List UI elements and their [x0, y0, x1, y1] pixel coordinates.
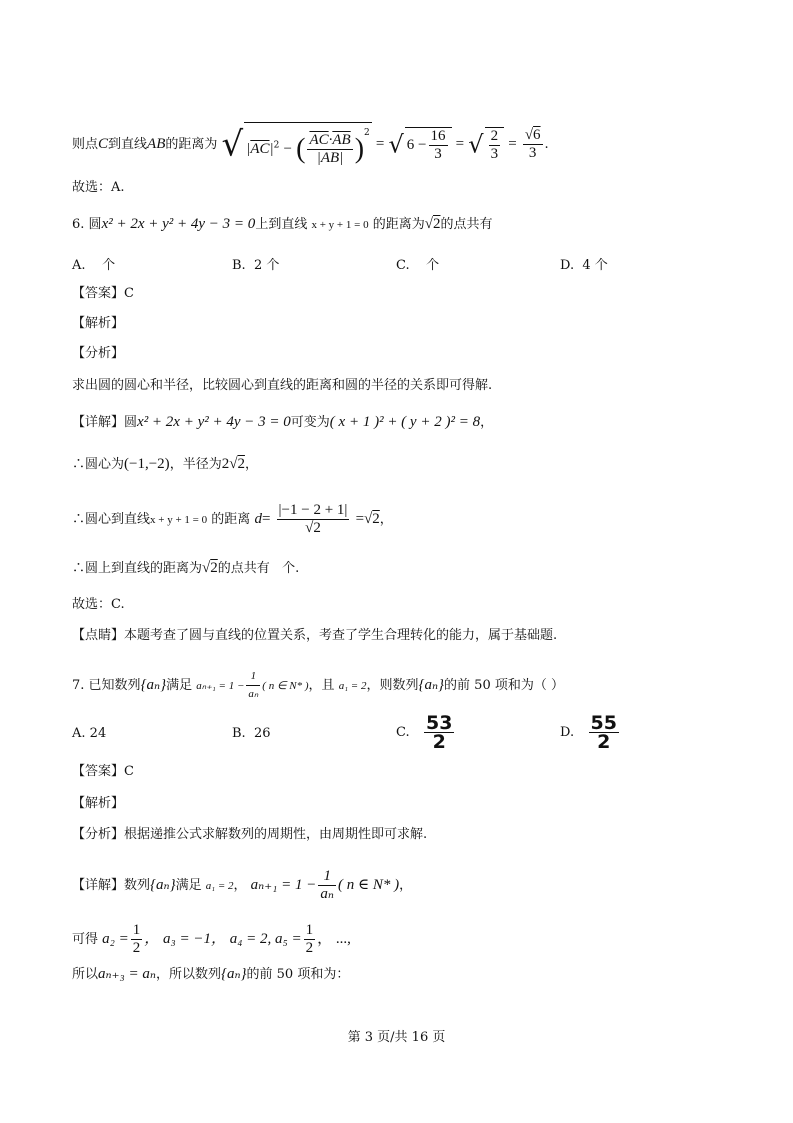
text: 到直线	[108, 137, 148, 152]
fraction-num: |−1 − 2 + 1|	[278, 502, 348, 518]
q7-option-a[interactable]	[72, 726, 106, 741]
option-text: 个	[102, 258, 116, 273]
text: ，	[480, 415, 494, 430]
fenxi-text: 根据递推公式求解数列的周期性，由周期性即可求解.	[124, 827, 428, 842]
fraction-num: 1	[305, 922, 314, 938]
vector-ab: $\overline{AB}$	[332, 132, 351, 148]
equals: =	[261, 511, 271, 527]
text: 可得	[72, 932, 99, 947]
fraction-num: 16	[430, 127, 446, 144]
equals: =	[508, 136, 517, 152]
option-label: C.	[396, 258, 410, 273]
center-value: (−1,−2)	[124, 456, 170, 472]
question-number: 7.	[72, 678, 85, 693]
option-label: C.	[396, 725, 410, 740]
circle-equation: x² + 2x + y² + 4y − 3 = 0	[101, 216, 256, 232]
distance-fraction: $\frac{|-1 - 2 + 1|}{√2}$	[278, 502, 348, 536]
fraction-num: 55	[590, 712, 617, 734]
exponent: 2	[273, 140, 280, 151]
paren-open: (	[296, 133, 306, 165]
radicand: 2	[210, 560, 218, 576]
detail-tag: 【详解】	[72, 415, 125, 430]
option-text: 2 个	[253, 258, 280, 273]
root6-over-3: $\frac{√6}{3}$	[524, 127, 541, 161]
option-text: 26	[253, 726, 271, 741]
fraction-den: 3	[528, 145, 537, 161]
equals: =	[355, 511, 365, 527]
text: ，则数列	[366, 678, 419, 693]
option-label: A.	[72, 258, 86, 273]
distance-formula-line	[72, 122, 549, 167]
fraction-num: 1	[318, 868, 336, 886]
sqrt-body	[244, 122, 372, 167]
text: ∴圆上到直线的距离为	[72, 561, 203, 576]
answer-tag: 【答案】	[72, 286, 125, 301]
text: ∴圆心到直线	[72, 512, 151, 527]
q6-center-line	[72, 454, 258, 475]
fraction-den: aₙ	[248, 688, 259, 700]
q7-detail-line	[72, 868, 412, 903]
point-c: C	[98, 136, 109, 152]
q6-count-line	[72, 558, 299, 579]
q6-answer	[72, 284, 134, 304]
fraction-den: 2	[597, 731, 611, 753]
sqrt-body	[485, 127, 505, 163]
page-footer: 第 3 页/共 16 页	[347, 1030, 446, 1045]
q7-period-line	[72, 964, 349, 985]
q6-option-d[interactable]	[560, 254, 608, 273]
comment-text: 本题考查了圆与直线的位置关系，考查了学生合理转化的能力，属于基础题.	[124, 628, 558, 643]
text: 则点	[72, 137, 99, 152]
text: ，	[233, 878, 247, 893]
option-label: B.	[232, 258, 246, 273]
recurrence-fraction	[246, 668, 260, 703]
text: 的距离为	[165, 137, 218, 152]
q7-option-d[interactable]	[560, 714, 621, 751]
abs-ac: $|\overline{AC}|$	[246, 141, 274, 157]
sqrt-symbol: √	[388, 130, 404, 159]
text: 上到直线	[255, 217, 308, 232]
q6-fenxi-text: 求出圆的圆心和半径，比较圆心到直线的距离和圆的半径的关系即可得解.	[72, 378, 493, 393]
answer-value: C	[124, 286, 134, 301]
initial-value: a₁ = 2	[205, 880, 234, 892]
projection-fraction: $\frac{\overline{AC}\cdot\overline{AB}}{|\overline{AB}|}$	[309, 132, 351, 166]
text: 圆	[124, 415, 138, 430]
q5-final-answer: 故选：A.	[72, 180, 125, 195]
q7-stem	[72, 668, 564, 703]
text: 个.	[282, 561, 300, 576]
recurrence-condition: ( n ∈ N* )	[337, 877, 400, 893]
q6-fenxi-tag: 【分析】	[72, 346, 125, 361]
q6-analysis-tag: 【解析】	[72, 316, 125, 331]
equals: =	[375, 136, 385, 152]
detail-tag: 【详解】	[72, 878, 125, 893]
fraction-half	[304, 922, 316, 957]
fraction-den: 2	[432, 731, 446, 753]
text: 圆	[88, 217, 102, 232]
exponent: 2	[364, 128, 370, 138]
distance-d: d	[254, 511, 262, 527]
q6-detail-line	[72, 412, 493, 433]
paren-close: )	[354, 133, 365, 165]
radicand: 6	[533, 127, 541, 143]
q6-final-answer: 故选：C.	[72, 597, 125, 612]
fraction-num: 1	[132, 922, 141, 938]
text: ， ...,	[317, 931, 351, 947]
q7-answer	[72, 762, 134, 782]
radius-coefficient: 2	[221, 456, 230, 472]
fraction-den: 3	[434, 145, 442, 162]
radicand: 2	[372, 511, 380, 527]
option-text: 24	[89, 726, 107, 741]
equals: =	[455, 136, 465, 152]
text: 满足	[175, 878, 202, 893]
option-label: D.	[560, 258, 575, 273]
radicand: 2	[237, 456, 245, 472]
radicand: 2	[432, 216, 441, 232]
vector-ac: $\overline{AC}$	[250, 141, 270, 157]
line-equation: x + y + 1 = 0	[150, 514, 208, 526]
fraction-den: 3	[490, 145, 499, 162]
sqrt-symbol: √	[468, 130, 484, 159]
sqrt-2: √2	[202, 560, 218, 576]
period: .	[544, 137, 549, 152]
fraction-den: aₙ	[320, 886, 334, 902]
minus: −	[283, 141, 292, 157]
fraction-num: 53	[426, 712, 453, 734]
option-text: 4 个	[582, 258, 608, 273]
q6-comment	[72, 626, 557, 646]
term-a2: a₂ =	[102, 931, 129, 947]
terms-a3-a5: ， a₃ = −1， a₄ = 2, a₅ =	[144, 931, 302, 947]
sequence: {aₙ}	[418, 677, 445, 693]
text: 的点共有	[217, 561, 270, 576]
q7-terms-line	[72, 922, 351, 957]
q6-option-c[interactable]	[396, 254, 439, 273]
q6-stem	[72, 214, 493, 235]
q6-option-b[interactable]	[232, 254, 279, 273]
option-label: D.	[560, 725, 575, 740]
text: ，半径为	[169, 457, 222, 472]
vector-ab: $\overline{AB}$	[320, 150, 340, 166]
answer-tag: 【答案】	[72, 764, 125, 779]
q6-distance-line	[72, 502, 393, 537]
recurrence-lhs: aₙ₊₁ = 1 −	[250, 877, 317, 893]
fraction-half	[131, 922, 143, 957]
text: ，所以数列	[155, 967, 221, 982]
radicand: 2	[313, 520, 321, 536]
text: ∴圆心为	[72, 457, 125, 472]
recurrence-condition: ( n ∈ N* )	[262, 680, 309, 692]
option-text: 个	[426, 258, 440, 273]
fraction-den: 2	[305, 940, 314, 956]
text: 的距离	[211, 512, 251, 527]
fenxi-tag: 【分析】	[72, 827, 125, 842]
text: 所以	[72, 967, 99, 982]
q7-option-c[interactable]	[396, 714, 456, 751]
sequence: {aₙ}	[220, 966, 247, 982]
sequence: {aₙ}	[150, 877, 176, 893]
standard-form-equation: ( x + 1 )² + ( y + 2 )² = 8	[329, 414, 481, 430]
text: 数列	[124, 878, 151, 893]
text: 的距离为	[372, 217, 425, 232]
line-ab: AB	[147, 136, 166, 152]
sqrt-2: √2	[424, 216, 441, 232]
sqrt-body	[405, 127, 452, 163]
fraction-den: 2	[132, 940, 141, 956]
text: ，	[379, 512, 393, 527]
question-number: 6.	[72, 217, 85, 232]
recurrence-lhs: aₙ₊₁ = 1 −	[196, 680, 245, 692]
sqrt-2: √2	[364, 511, 380, 527]
text: ，	[244, 457, 258, 472]
q7-fenxi	[72, 825, 427, 845]
option-label: B.	[232, 726, 246, 741]
text: 的前 50 项和为：	[246, 967, 350, 982]
text: 的点共有	[440, 217, 493, 232]
sqrt-2: √2	[229, 456, 245, 472]
text: ，	[399, 878, 413, 893]
recurrence-fraction	[318, 868, 336, 903]
text: 已知数列	[88, 678, 141, 693]
text: 的前 50 项和为（ ）	[444, 678, 564, 693]
text: 可变为	[290, 415, 330, 430]
fraction-num: 1	[246, 668, 260, 686]
q7-analysis-tag: 【解析】	[72, 796, 125, 811]
text: 6 −	[406, 136, 427, 153]
initial-value: a₁ = 2	[338, 680, 367, 692]
sequence: {aₙ}	[140, 677, 167, 693]
fraction-num: 2	[490, 127, 499, 144]
circle-equation: x² + 2x + y² + 4y − 3 = 0	[137, 414, 291, 430]
vector-ac: $\overline{AC}$	[309, 132, 329, 148]
comment-tag: 【点睛】	[72, 628, 125, 643]
q6-option-a[interactable]	[72, 254, 115, 273]
line-equation: x + y + 1 = 0	[311, 219, 369, 231]
period-equation: aₙ₊₃ = aₙ	[98, 966, 156, 982]
text: ，且	[308, 678, 335, 693]
text: 满足	[166, 678, 193, 693]
sqrt-symbol: √	[221, 124, 244, 165]
option-label: A.	[72, 726, 86, 741]
q7-option-b[interactable]	[232, 726, 271, 741]
answer-value: C	[124, 764, 134, 779]
dot: ·	[328, 132, 333, 148]
